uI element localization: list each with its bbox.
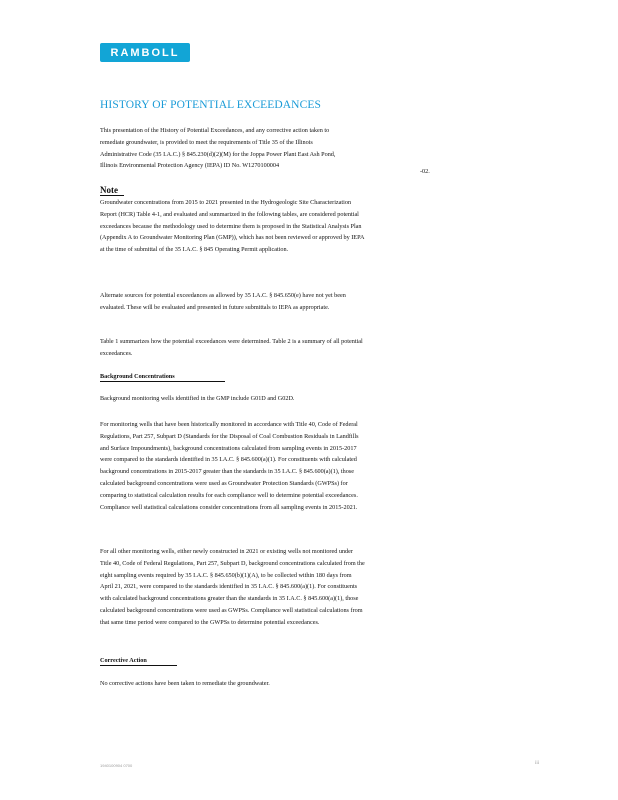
note-heading: Note xyxy=(100,185,124,196)
background-paragraph-wells: Background monitoring wells identified in the GMP include G01D and G02D. xyxy=(100,395,295,402)
corrective-action-heading: Corrective Action xyxy=(100,657,177,666)
note-paragraph-methodology: Groundwater concentrations from 2015 to 2021 presented in the Hydrogeologic Site Characterization Report (HCR) Table 4-1, and evaluated and summarized in the following tables, are considered potential exceedances because the methodology used to determine them is proposed in the Statistical Analysis Plan (Appendix A to Groundwater Monitoring Plan (GMP)), which has not been reviewed or approved by IEPA at the time of submittal of the 35 I.A.C. § 845 Operating Permit application. xyxy=(100,199,365,254)
intro-paragraph xyxy=(100,125,370,172)
intro-line: Administrative Code (35 I.A.C.) § 845.230(d)(2)(M) for the Joppa Power Plant East Ash Pond, xyxy=(100,150,336,158)
background-paragraph-other-wells: For all other monitoring wells, either newly constructed in 2021 or existing wells not monitored under Title 40, Code of Federal Regulations, Part 257, Subpart D, background concentrations calculated from the eight sampling events required by 35 I.A.C. § 845.650(b)(1)(A), to be collected within 180 days from April 21, 2021, were compared to the standards identified in 35 I.A.C. § 845.600(a)(1). For constituents with calculated background concentrations greater than the standards in 35 I.A.C. § 845.600(a)(1), those calculated background concentrations were used as GWPSs. Compliance well statistical calculations from that same time period were compared to the GWPSs to determine potential exceedances. xyxy=(100,548,365,626)
page-number: iii xyxy=(535,761,540,766)
intro-id-suffix: -02. xyxy=(420,168,430,175)
background-paragraph-historical: For monitoring wells that have been historically monitored in accordance with Title 40, Code of Federal Regulations, Part 257, Subpart D (Standards for the Disposal of Coal Combustion Residuals in Landfills and Surface Impoundments), background concentrations calculated from sampling events in 2015-2017 were compared to the standards identified in 35 I.A.C. § 845.600(a)(1). For constituents with calculated background concentrations in 2015-2017 greater than the standards in 35 I.A.C. § 845.600(a)(1), those calculated background concentrations were used as Groundwater Protection Standards (GWPSs) for comparing to statistical calculation results for each compliance well to determine potential exceedances. Compliance well statistical calculations consider concentrations from all sampling events in 2015-2021. xyxy=(100,421,359,511)
ramboll-logo xyxy=(100,43,190,62)
background-heading: Background Concentrations xyxy=(100,373,225,382)
note-paragraph-tables: Table 1 summarizes how the potential exceedances were determined. Table 2 is a summary of all potential exceedances. xyxy=(100,338,363,357)
intro-line: Illinois Environmental Protection Agency (IEPA) ID No. W1270100004 xyxy=(100,162,280,170)
corrective-action-text: No corrective actions have been taken to remediate the groundwater. xyxy=(100,680,270,687)
footer-document-id: 1940100904 0700 xyxy=(100,763,133,768)
logo-text: RAMBOLL xyxy=(110,46,180,59)
intro-line: remediate groundwater, is provided to meet the requirements of Title 35 of the Illinois xyxy=(100,138,313,146)
intro-line: This presentation of the History of Potential Exceedances, and any corrective action taken to xyxy=(100,127,330,134)
page-title: HISTORY OF POTENTIAL EXCEEDANCES xyxy=(100,99,321,111)
note-paragraph-alternate-sources: Alternate sources for potential exceedances as allowed by 35 I.A.C. § 845.650(e) have not yet been evaluated. These will be evaluated and presented in future submittals to IEPA as appropriate. xyxy=(100,292,346,311)
